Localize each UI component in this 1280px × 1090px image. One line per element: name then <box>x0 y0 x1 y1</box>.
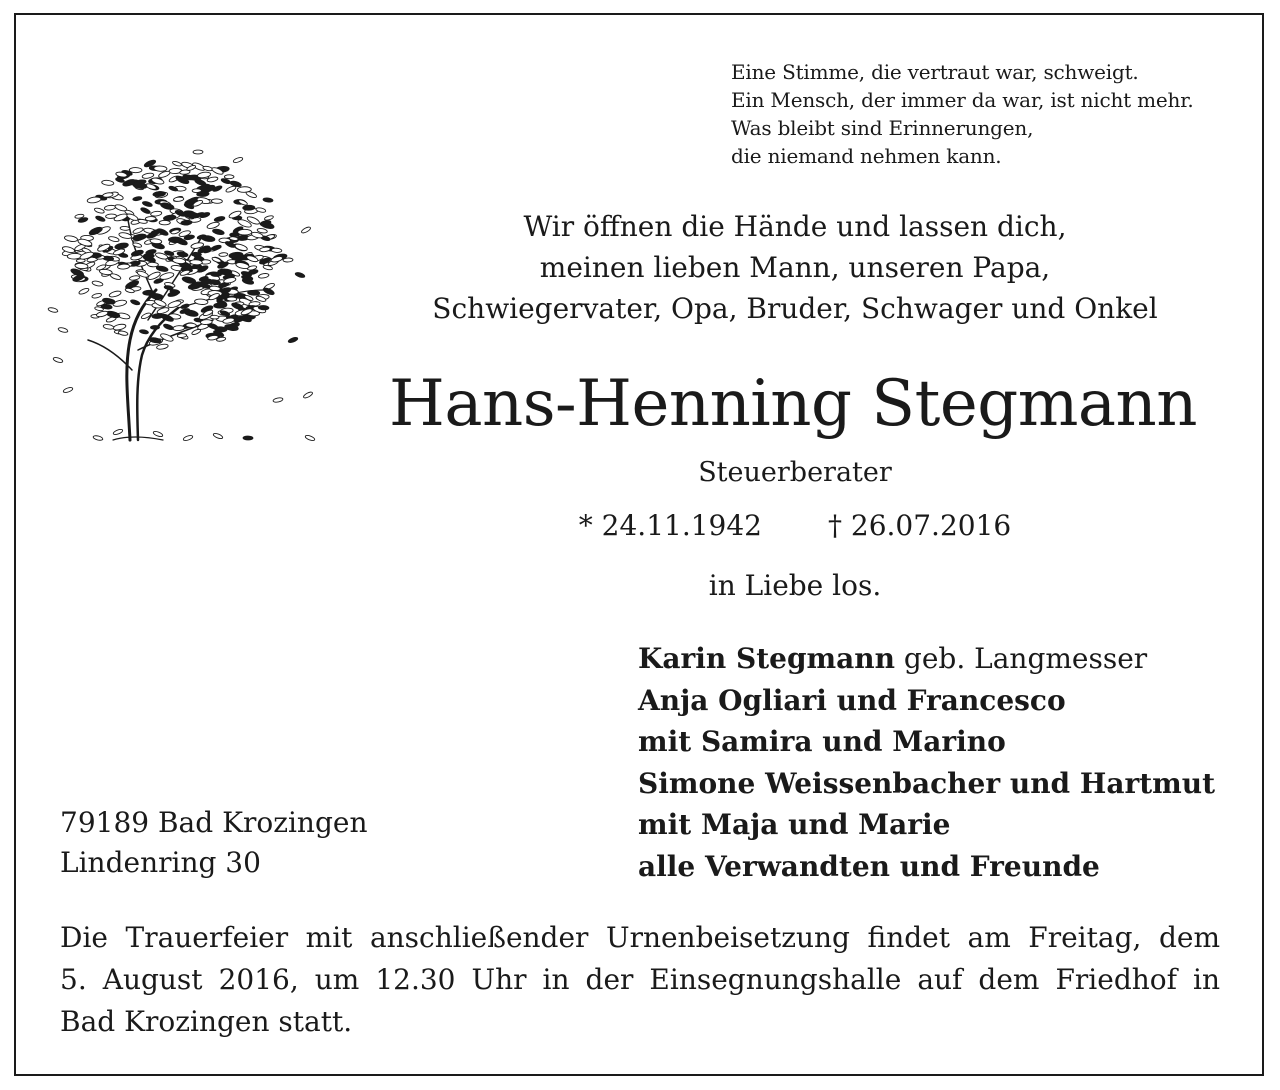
mourner-line: Simone Weissenbacher und Hartmut <box>638 766 1216 800</box>
death-date: † 26.07.2016 <box>828 509 1012 542</box>
motto-line: die niemand nehmen kann. <box>731 144 1002 168</box>
funeral-line: 5. August 2016, um 12.30 Uhr in der Einsegnungshalle auf dem Friedhof in <box>60 963 1220 996</box>
mourner-line: mit Samira und Marino <box>638 725 1006 758</box>
address-city: 79189 Bad Krozingen <box>60 806 368 839</box>
mourner-line: alle Verwandten und Freunde <box>638 849 1100 883</box>
mourner-line: Anja Ogliari und Francesco <box>638 683 1066 717</box>
funeral-line: Bad Krozingen statt. <box>60 1005 353 1038</box>
intro-line: Schwiegervater, Opa, Bruder, Schwager und Onkel <box>432 292 1158 325</box>
mourners-list <box>638 638 1215 887</box>
intro-line: meinen lieben Mann, unseren Papa, <box>539 251 1051 284</box>
motto-line: Ein Mensch, der immer da war, ist nicht mehr. <box>731 88 1194 112</box>
mourner-line: mit Maja und Marie <box>638 808 951 841</box>
funeral-line: Die Trauerfeier mit anschließender Urnenbeisetzung findet am Freitag, dem <box>60 921 1220 954</box>
deceased-profession: Steuerberater <box>698 457 892 488</box>
funeral-info <box>60 917 1220 1043</box>
deceased-name: Hans-Henning Stegmann <box>389 367 1197 441</box>
motto-verse <box>731 58 1194 170</box>
birth-date: * 24.11.1942 <box>578 509 762 542</box>
address-block <box>60 803 368 883</box>
motto-line: Was bleibt sind Erinnerungen, <box>731 116 1034 140</box>
life-dates <box>375 506 1215 546</box>
windblown-tree-icon <box>38 140 318 450</box>
intro-text <box>375 206 1215 329</box>
address-street: Lindenring 30 <box>60 846 261 879</box>
intro-line: Wir öffnen die Hände und lassen dich, <box>523 210 1067 243</box>
motto-line: Eine Stimme, die vertraut war, schweigt. <box>731 60 1139 84</box>
mourner-line: Karin Stegmann geb. Langmesser <box>638 642 1148 675</box>
closing-line: in Liebe los. <box>708 569 882 602</box>
